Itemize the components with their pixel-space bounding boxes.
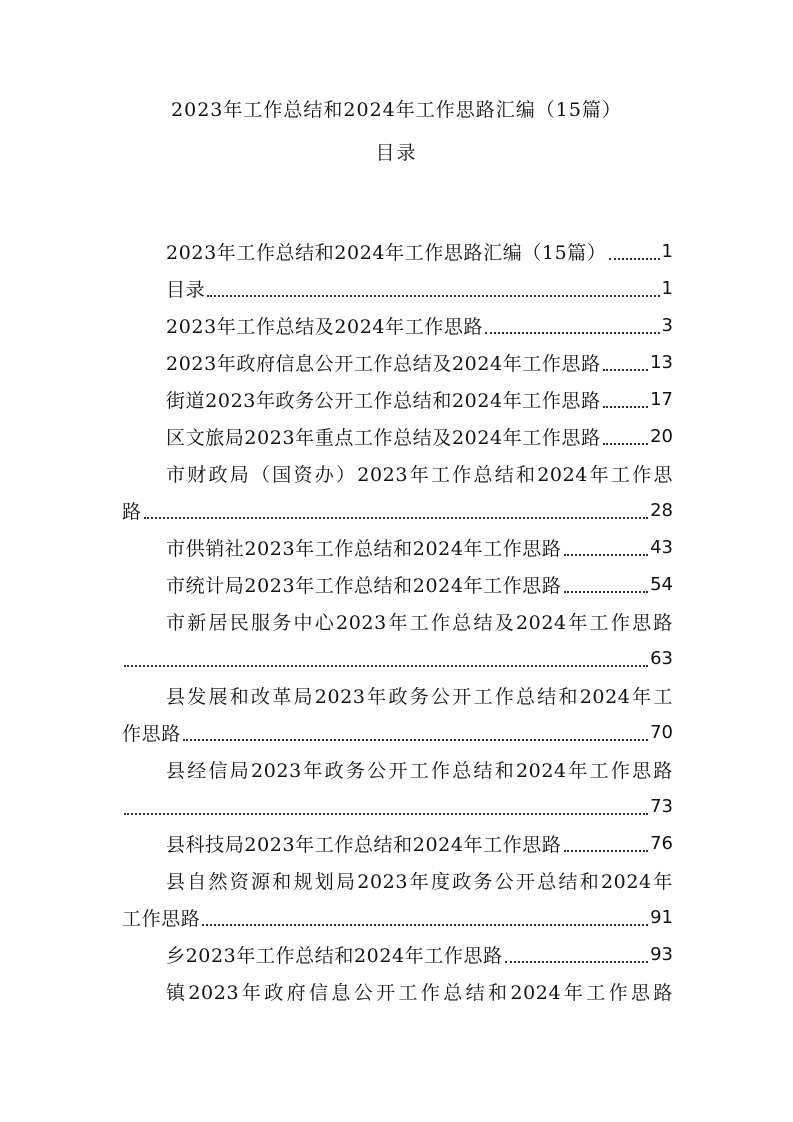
toc-entry-page: 73 — [650, 796, 673, 817]
toc-entry[interactable] — [122, 233, 673, 270]
toc-entry-title: 2023年工作总结和2024年工作思路汇编（15篇） — [166, 242, 607, 264]
toc-leader-dots — [202, 923, 648, 926]
toc-entry-page: 43 — [650, 537, 673, 558]
toc-entry-title: 市统计局2023年工作总结和2024年工作思路 — [166, 575, 562, 597]
toc-entry-page: 13 — [650, 352, 673, 373]
toc-entry-title-cont: 作思路 — [122, 723, 181, 745]
toc-leader-dots — [183, 738, 648, 741]
toc-entry-title: 2023年政府信息公开工作总结及2024年工作思路 — [166, 353, 601, 375]
toc-leader-dots — [144, 516, 648, 519]
toc-entry-title: 县自然资源和规划局2023年度政务公开总结和2024年 — [166, 871, 673, 893]
toc-entry-title: 市新居民服务中心2023年工作总结及2024年工作思路 — [166, 612, 673, 634]
toc-entry-continuation[interactable] — [122, 788, 673, 825]
toc-entry-page: 17 — [650, 389, 673, 410]
toc-entry-title: 县发展和改革局2023年政务公开工作总结和2024年工 — [166, 686, 673, 708]
toc-entry[interactable] — [122, 751, 673, 788]
toc-leader-dots — [124, 812, 648, 815]
toc-heading: 目录 — [375, 142, 418, 164]
toc-entry-title-cont: 工作思路 — [122, 908, 201, 930]
toc-entry[interactable] — [122, 936, 673, 973]
toc-entry[interactable] — [122, 825, 673, 862]
toc-leader-dots — [207, 294, 659, 297]
toc-leader-dots — [505, 960, 648, 963]
toc-entry[interactable] — [122, 455, 673, 492]
toc-leader-dots — [564, 590, 649, 593]
toc-leader-dots — [485, 331, 659, 334]
toc-entry-title: 市供销社2023年工作总结和2024年工作思路 — [166, 538, 562, 560]
toc-leader-dots — [603, 442, 648, 445]
toc-entry[interactable] — [122, 270, 673, 307]
toc-entry-title: 目录 — [166, 279, 206, 301]
toc-leader-dots — [603, 368, 648, 371]
toc-entry-title: 县经信局2023年政务公开工作总结和2024年工作思路 — [166, 760, 673, 782]
toc-entry-page: 91 — [650, 907, 673, 928]
table-of-contents — [122, 233, 673, 1010]
toc-entry-page: 3 — [661, 315, 673, 336]
toc-entry-title: 区文旅局2023年重点工作总结及2024年工作思路 — [166, 427, 601, 449]
toc-entry-page: 70 — [650, 722, 673, 743]
toc-leader-dots — [124, 664, 648, 667]
toc-entry-page: 93 — [650, 944, 673, 965]
toc-entry[interactable] — [122, 344, 673, 381]
toc-entry[interactable] — [122, 566, 673, 603]
toc-entry-title: 县科技局2023年工作总结和2024年工作思路 — [166, 834, 562, 856]
toc-leader-dots — [564, 553, 649, 556]
toc-entry[interactable] — [122, 418, 673, 455]
toc-entry[interactable] — [122, 677, 673, 714]
toc-entry[interactable] — [122, 307, 673, 344]
toc-entry[interactable] — [122, 973, 673, 1010]
toc-entry-page: 1 — [661, 278, 673, 299]
toc-entry-title: 街道2023年政务公开工作总结和2024年工作思路 — [166, 390, 601, 412]
toc-entry-page: 20 — [650, 426, 673, 447]
toc-entry-page: 28 — [650, 500, 673, 521]
toc-leader-dots — [603, 405, 648, 408]
toc-entry[interactable] — [122, 381, 673, 418]
toc-entry-title: 乡2023年工作总结和2024年工作思路 — [166, 945, 503, 967]
toc-leader-dots — [609, 257, 660, 260]
toc-entry-continuation[interactable] — [122, 492, 673, 529]
toc-entry-title: 市财政局（国资办）2023年工作总结和2024年工作思 — [166, 464, 673, 486]
toc-entry-page: 63 — [650, 648, 673, 669]
toc-entry-continuation[interactable] — [122, 640, 673, 677]
toc-entry[interactable] — [122, 862, 673, 899]
toc-entry-title: 2023年工作总结及2024年工作思路 — [166, 316, 484, 338]
toc-entry-page: 76 — [650, 833, 673, 854]
toc-entry[interactable] — [122, 603, 673, 640]
document-title: 2023年工作总结和2024年工作思路汇编（15篇） — [171, 99, 622, 121]
toc-entry-page: 54 — [650, 574, 673, 595]
toc-entry-title-cont: 路 — [122, 501, 142, 523]
toc-entry-page: 1 — [661, 241, 673, 262]
toc-leader-dots — [564, 849, 649, 852]
toc-entry-continuation[interactable] — [122, 899, 673, 936]
toc-entry-continuation[interactable] — [122, 714, 673, 751]
toc-entry-title: 镇2023年政府信息公开工作总结和2024年工作思路 — [166, 982, 673, 1004]
toc-entry[interactable] — [122, 529, 673, 566]
